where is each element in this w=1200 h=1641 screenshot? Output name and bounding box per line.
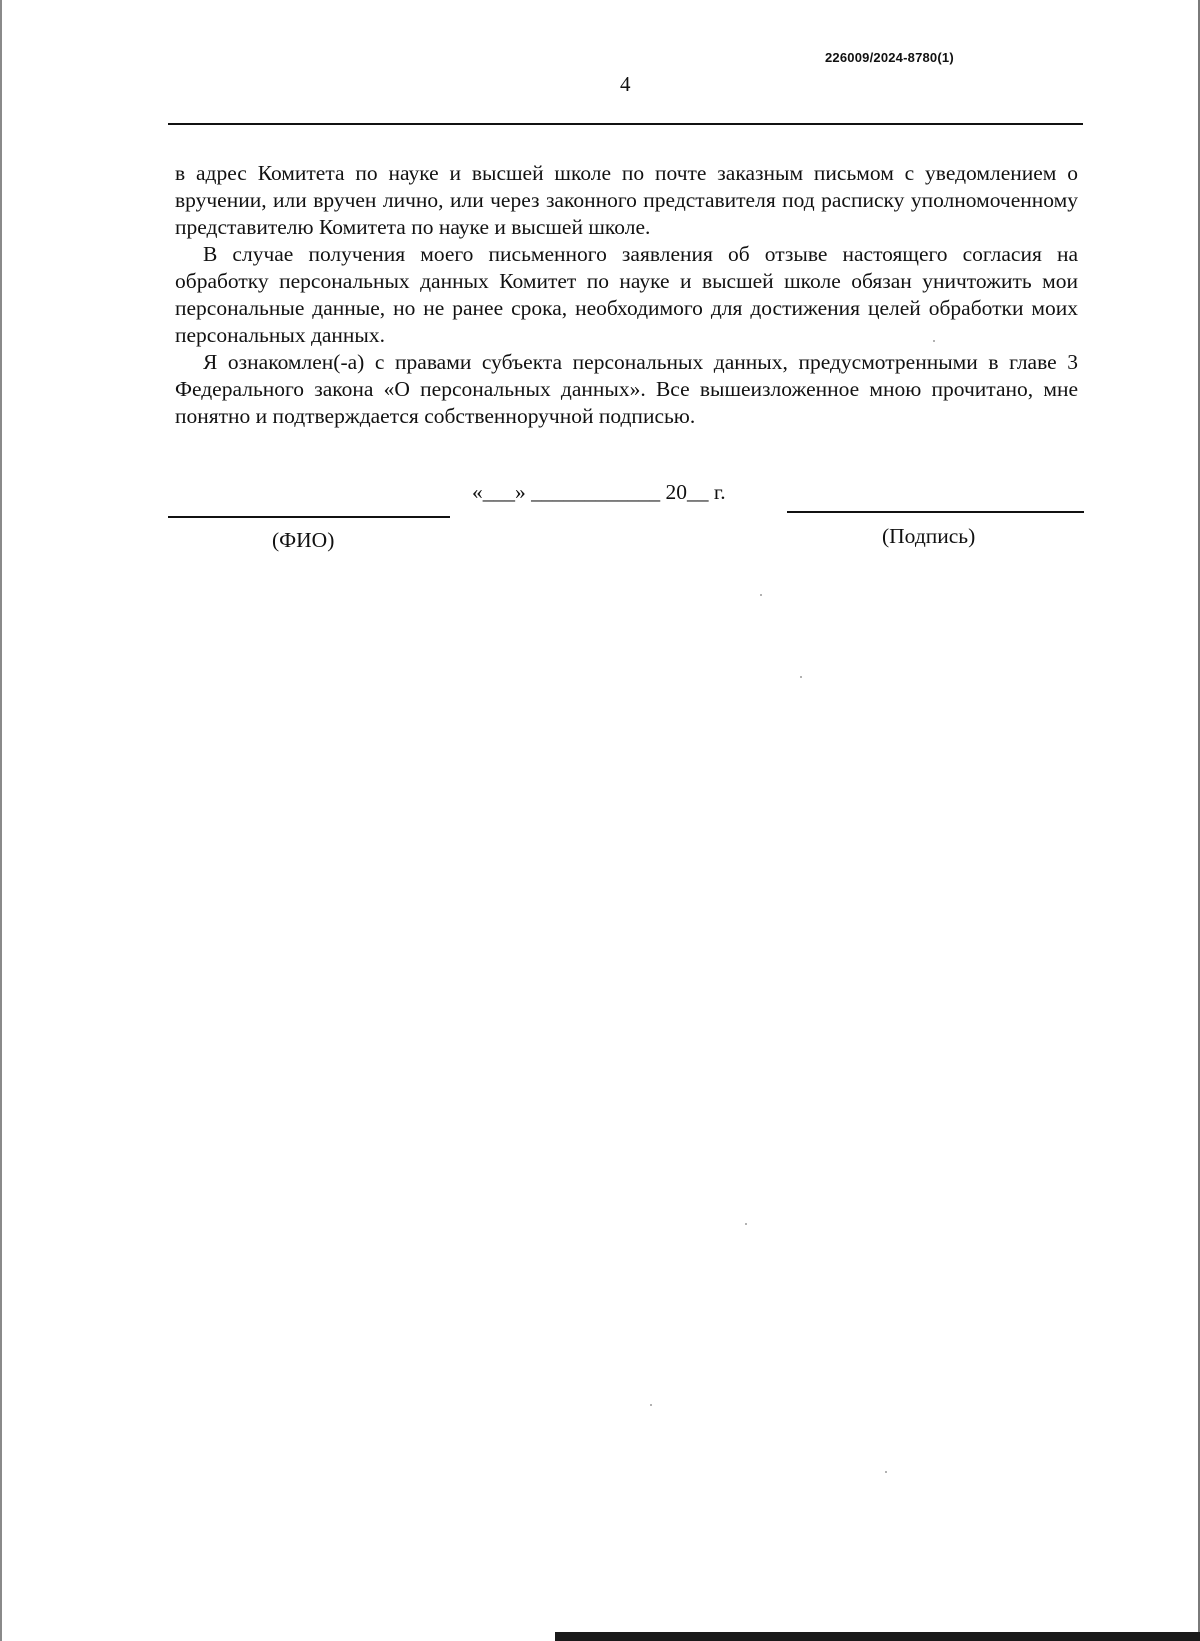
page-number: 4 (620, 72, 631, 96)
header-rule (168, 123, 1083, 125)
scan-speck (885, 1471, 887, 1473)
scan-speck (933, 340, 935, 342)
signature-line (787, 511, 1084, 513)
scan-speck (650, 1404, 652, 1406)
paragraph-data-destruction: В случае получения моего письменного заявления об отзыве настоящего согласия на обработку персональных данных Комитет по науке и высшей школе обязан уничтожить мои персональные данные, но не ранее срока, необходимого для достижения целей обработки моих персональных данных. (175, 242, 1078, 347)
scan-bottom-shadow (555, 1632, 1200, 1641)
scan-speck (760, 594, 762, 596)
scan-speck (745, 1223, 747, 1225)
scan-left-edge (0, 0, 2, 1641)
fio-line (168, 516, 450, 518)
fio-label: (ФИО) (272, 528, 335, 552)
signature-label: (Подпись) (882, 524, 976, 548)
scan-speck (800, 676, 802, 678)
paragraph-acknowledgement: Я ознакомлен(-а) с правами субъекта персональных данных, предусмотренными в главе 3 Федерального закона «О персональных данных». Все вышеизложенное мною прочитано, мне понятно и подтверждается собственноручной подписью. (175, 350, 1078, 428)
registration-number: 226009/2024-8780(1) (825, 50, 954, 65)
paragraph-revocation-delivery: в адрес Комитета по науке и высшей школе по почте заказным письмом с уведомлением о вручении, или вручен лично, или через законного представителя под расписку уполномоченному представителю Комитета по науке и высшей школе. (175, 161, 1078, 239)
date-field: «___» ____________ 20__ г. (472, 480, 726, 504)
document-body (175, 160, 1078, 430)
